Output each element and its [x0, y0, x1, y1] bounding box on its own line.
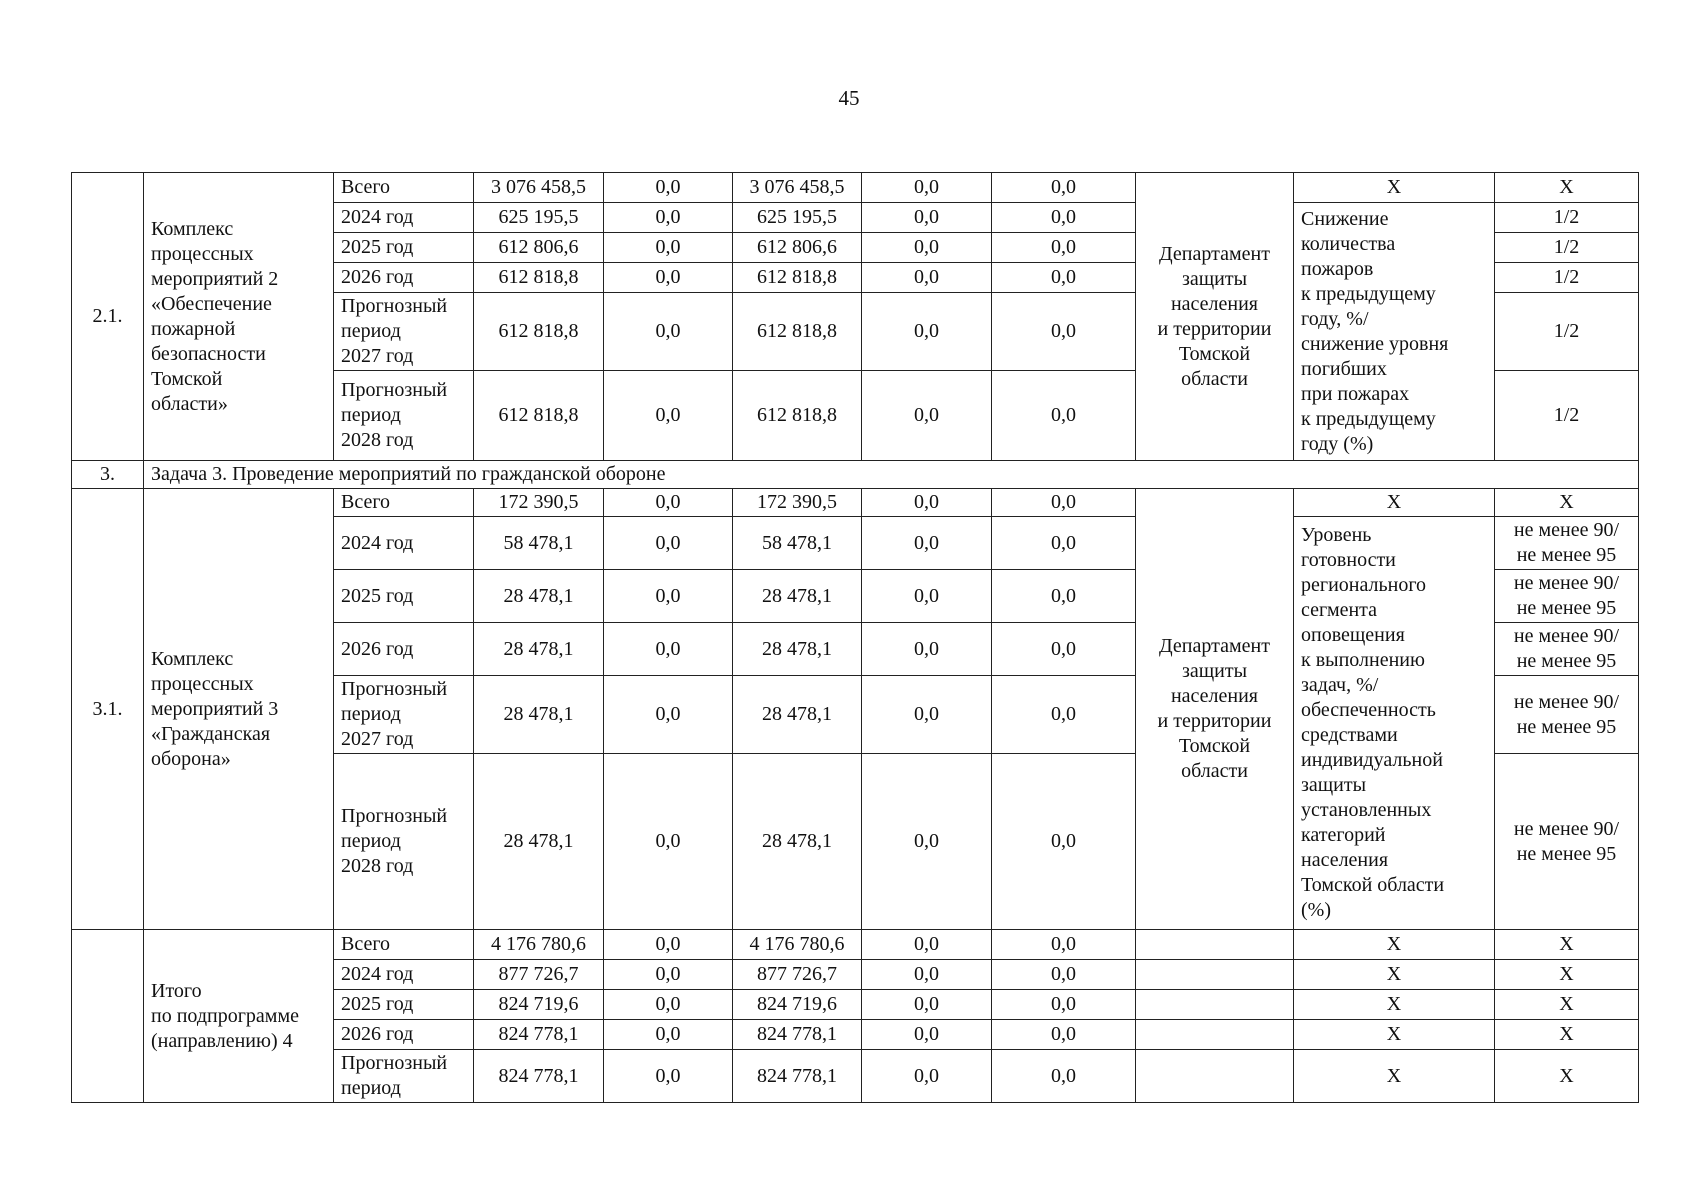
total-cell: 58 478,1 [474, 517, 604, 570]
federal-cell: 0,0 [604, 293, 733, 371]
federal-cell: 0,0 [604, 676, 733, 754]
other-cell: 0,0 [992, 263, 1136, 293]
regional-cell: 172 390,5 [733, 489, 862, 517]
indicator-cell: X [1294, 173, 1495, 203]
row-number: 3.1. [72, 489, 144, 930]
federal-cell: 0,0 [604, 930, 733, 960]
total-cell: 824 719,6 [474, 990, 604, 1020]
period-cell: Всего [334, 173, 474, 203]
total-cell: 28 478,1 [474, 754, 604, 930]
target-cell: не менее 90/ не менее 95 [1495, 517, 1639, 570]
target-cell: X [1495, 489, 1639, 517]
period-cell: 2026 год [334, 623, 474, 676]
regional-cell: 28 478,1 [733, 754, 862, 930]
target-cell: 1/2 [1495, 233, 1639, 263]
other-cell: 0,0 [992, 754, 1136, 930]
period-cell: Прогнозный период 2028 год [334, 371, 474, 461]
table-row [72, 489, 1639, 517]
department-cell [1136, 1050, 1294, 1103]
period-cell: Прогнозный период 2028 год [334, 754, 474, 930]
page-number: 45 [838, 86, 860, 110]
federal-cell: 0,0 [604, 371, 733, 461]
local-cell: 0,0 [862, 203, 992, 233]
other-cell: 0,0 [992, 371, 1136, 461]
local-cell: 0,0 [862, 676, 992, 754]
total-cell: 612 806,6 [474, 233, 604, 263]
total-cell: 28 478,1 [474, 570, 604, 623]
local-cell: 0,0 [862, 754, 992, 930]
total-cell: 172 390,5 [474, 489, 604, 517]
target-cell: X [1495, 173, 1639, 203]
table-row [72, 930, 1639, 960]
department-cell [1136, 930, 1294, 960]
target-cell: не менее 90/ не менее 95 [1495, 623, 1639, 676]
department-cell: Департамент защиты населения и территории Томской области [1136, 489, 1294, 930]
target-cell: X [1495, 930, 1639, 960]
period-cell: Всего [334, 930, 474, 960]
federal-cell: 0,0 [604, 233, 733, 263]
other-cell: 0,0 [992, 930, 1136, 960]
federal-cell: 0,0 [604, 570, 733, 623]
other-cell: 0,0 [992, 489, 1136, 517]
measure-name: Комплекс процессных мероприятий 2 «Обеспечение пожарной безопасности Томской области» [144, 173, 334, 461]
indicator-cell: X [1294, 960, 1495, 990]
local-cell: 0,0 [862, 960, 992, 990]
regional-cell: 28 478,1 [733, 570, 862, 623]
period-cell: 2024 год [334, 203, 474, 233]
target-cell: X [1495, 1020, 1639, 1050]
department-cell: Департамент защиты населения и территории Томской области [1136, 173, 1294, 461]
measure-name: Комплекс процессных мероприятий 3 «Гражданская оборона» [144, 489, 334, 930]
period-cell: Всего [334, 489, 474, 517]
local-cell: 0,0 [862, 1050, 992, 1103]
other-cell: 0,0 [992, 203, 1136, 233]
period-cell: Прогнозный период 2027 год [334, 676, 474, 754]
federal-cell: 0,0 [604, 173, 733, 203]
other-cell: 0,0 [992, 960, 1136, 990]
total-name: Итого по подпрограмме (направлению) 4 [144, 930, 334, 1103]
row-number: 2.1. [72, 173, 144, 461]
target-cell: 1/2 [1495, 371, 1639, 461]
target-cell: X [1495, 1050, 1639, 1103]
federal-cell: 0,0 [604, 990, 733, 1020]
federal-cell: 0,0 [604, 623, 733, 676]
total-cell: 824 778,1 [474, 1020, 604, 1050]
regional-cell: 4 176 780,6 [733, 930, 862, 960]
local-cell: 0,0 [862, 173, 992, 203]
other-cell: 0,0 [992, 990, 1136, 1020]
indicator-cell: Уровень готовности регионального сегмента оповещения к выполнению задач, %/ обеспеченность средствами индивидуальной защиты установленных категорий населения Томской области (%) [1294, 517, 1495, 930]
federal-cell: 0,0 [604, 517, 733, 570]
task-title: Задача 3. Проведение мероприятий по гражданской обороне [144, 461, 1639, 489]
local-cell: 0,0 [862, 1020, 992, 1050]
regional-cell: 877 726,7 [733, 960, 862, 990]
target-cell: не менее 90/ не менее 95 [1495, 676, 1639, 754]
regional-cell: 612 818,8 [733, 263, 862, 293]
total-cell: 612 818,8 [474, 371, 604, 461]
local-cell: 0,0 [862, 930, 992, 960]
local-cell: 0,0 [862, 623, 992, 676]
target-cell: не менее 90/ не менее 95 [1495, 570, 1639, 623]
program-table [71, 172, 1639, 1103]
other-cell: 0,0 [992, 623, 1136, 676]
regional-cell: 612 818,8 [733, 293, 862, 371]
period-cell: 2025 год [334, 990, 474, 1020]
total-cell: 28 478,1 [474, 623, 604, 676]
other-cell: 0,0 [992, 676, 1136, 754]
regional-cell: 824 719,6 [733, 990, 862, 1020]
period-cell: 2024 год [334, 960, 474, 990]
indicator-cell: X [1294, 990, 1495, 1020]
regional-cell: 28 478,1 [733, 676, 862, 754]
regional-cell: 3 076 458,5 [733, 173, 862, 203]
regional-cell: 625 195,5 [733, 203, 862, 233]
target-cell: 1/2 [1495, 293, 1639, 371]
target-cell: X [1495, 960, 1639, 990]
federal-cell: 0,0 [604, 1020, 733, 1050]
federal-cell: 0,0 [604, 1050, 733, 1103]
regional-cell: 58 478,1 [733, 517, 862, 570]
local-cell: 0,0 [862, 371, 992, 461]
total-cell: 3 076 458,5 [474, 173, 604, 203]
target-cell: 1/2 [1495, 263, 1639, 293]
indicator-cell: X [1294, 930, 1495, 960]
department-cell [1136, 1020, 1294, 1050]
period-cell: 2026 год [334, 1020, 474, 1050]
period-cell: 2026 год [334, 263, 474, 293]
target-cell: X [1495, 990, 1639, 1020]
federal-cell: 0,0 [604, 203, 733, 233]
regional-cell: 824 778,1 [733, 1020, 862, 1050]
local-cell: 0,0 [862, 293, 992, 371]
other-cell: 0,0 [992, 570, 1136, 623]
row-number: 3. [72, 461, 144, 489]
indicator-cell: Снижение количества пожаров к предыдущему году, %/ снижение уровня погибших при пожарах к предыдущему году (%) [1294, 203, 1495, 461]
task-row [72, 461, 1639, 489]
local-cell: 0,0 [862, 570, 992, 623]
target-cell: не менее 90/ не менее 95 [1495, 754, 1639, 930]
other-cell: 0,0 [992, 233, 1136, 263]
indicator-cell: X [1294, 1020, 1495, 1050]
table-row [72, 173, 1639, 203]
period-cell: 2025 год [334, 233, 474, 263]
regional-cell: 612 818,8 [733, 371, 862, 461]
department-cell [1136, 990, 1294, 1020]
other-cell: 0,0 [992, 173, 1136, 203]
regional-cell: 28 478,1 [733, 623, 862, 676]
indicator-cell: X [1294, 489, 1495, 517]
total-cell: 625 195,5 [474, 203, 604, 233]
period-cell: Прогнозный период [334, 1050, 474, 1103]
row-number [72, 930, 144, 1103]
total-cell: 877 726,7 [474, 960, 604, 990]
local-cell: 0,0 [862, 517, 992, 570]
target-cell: 1/2 [1495, 203, 1639, 233]
other-cell: 0,0 [992, 293, 1136, 371]
local-cell: 0,0 [862, 489, 992, 517]
total-cell: 612 818,8 [474, 293, 604, 371]
other-cell: 0,0 [992, 1020, 1136, 1050]
period-cell: Прогнозный период 2027 год [334, 293, 474, 371]
other-cell: 0,0 [992, 517, 1136, 570]
other-cell: 0,0 [992, 1050, 1136, 1103]
total-cell: 28 478,1 [474, 676, 604, 754]
total-cell: 612 818,8 [474, 263, 604, 293]
federal-cell: 0,0 [604, 960, 733, 990]
total-cell: 4 176 780,6 [474, 930, 604, 960]
local-cell: 0,0 [862, 233, 992, 263]
local-cell: 0,0 [862, 990, 992, 1020]
federal-cell: 0,0 [604, 263, 733, 293]
local-cell: 0,0 [862, 263, 992, 293]
indicator-cell: X [1294, 1050, 1495, 1103]
federal-cell: 0,0 [604, 754, 733, 930]
period-cell: 2025 год [334, 570, 474, 623]
total-cell: 824 778,1 [474, 1050, 604, 1103]
regional-cell: 824 778,1 [733, 1050, 862, 1103]
department-cell [1136, 960, 1294, 990]
period-cell: 2024 год [334, 517, 474, 570]
regional-cell: 612 806,6 [733, 233, 862, 263]
federal-cell: 0,0 [604, 489, 733, 517]
